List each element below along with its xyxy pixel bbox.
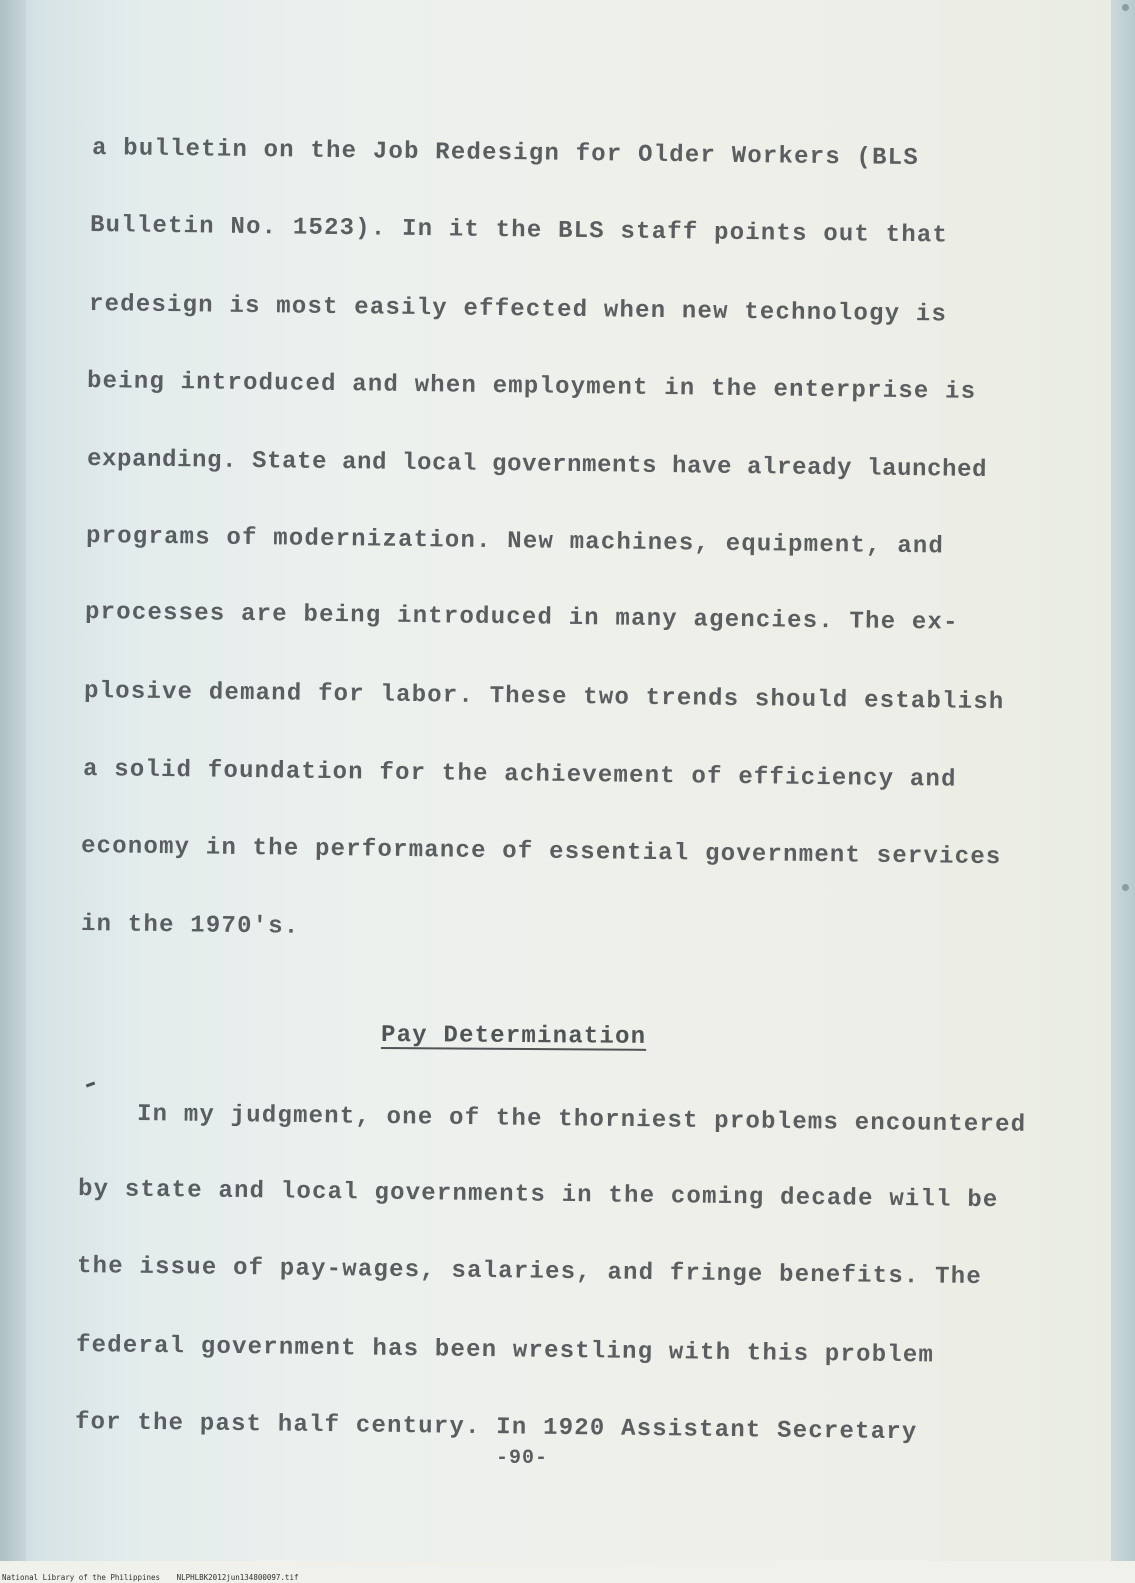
text-line: in the 1970's. bbox=[80, 911, 300, 941]
text-line: plosive demand for labor. These two trends should establish bbox=[83, 678, 1005, 717]
text-line: redesign is most easily effected when new technology is bbox=[88, 291, 948, 329]
section-heading: Pay Determination bbox=[380, 1022, 647, 1051]
binding-gutter bbox=[0, 0, 26, 1583]
footer-source: National Library of the Philippines bbox=[2, 1573, 161, 1582]
page-number: -90- bbox=[496, 1447, 549, 1470]
footer-filename: NLPHLBK2012jun134800097.tif bbox=[176, 1573, 299, 1582]
text-line: Bulletin No. 1523). In it the BLS staff points out that bbox=[89, 212, 949, 250]
text-line: processes are being introduced in many agencies. The ex- bbox=[84, 599, 959, 637]
text-line: the issue of pay-wages, salaries, and fringe benefits. The bbox=[76, 1253, 983, 1292]
text-line: federal government has been wrestling with this problem bbox=[75, 1332, 935, 1370]
text-line: being introduced and when employment in the enterprise is bbox=[86, 368, 977, 406]
binding-hole bbox=[1122, 884, 1129, 891]
text-line: a bulletin on the Job Redesign for Older Workers (BLS bbox=[91, 135, 920, 173]
text-line: programs of modernization. New machines, equipment, and bbox=[85, 523, 945, 561]
text-line: a solid foundation for the achievement of efficiency and bbox=[82, 756, 957, 794]
stray-mark bbox=[86, 1082, 95, 1088]
text-line: In my judgment, one of the thorniest problems encountered bbox=[136, 1101, 1027, 1139]
text-line: for the past half century. In 1920 Assistant Secretary bbox=[74, 1409, 918, 1447]
page-edge bbox=[1111, 0, 1135, 1583]
scan-footer bbox=[2, 1573, 298, 1582]
text-line: by state and local governments in the coming decade will be bbox=[77, 1176, 999, 1215]
text-line: expanding. State and local governments have already launched bbox=[86, 446, 988, 484]
text-line: economy in the performance of essential government services bbox=[80, 833, 1002, 872]
binding-hole bbox=[1122, 4, 1129, 11]
